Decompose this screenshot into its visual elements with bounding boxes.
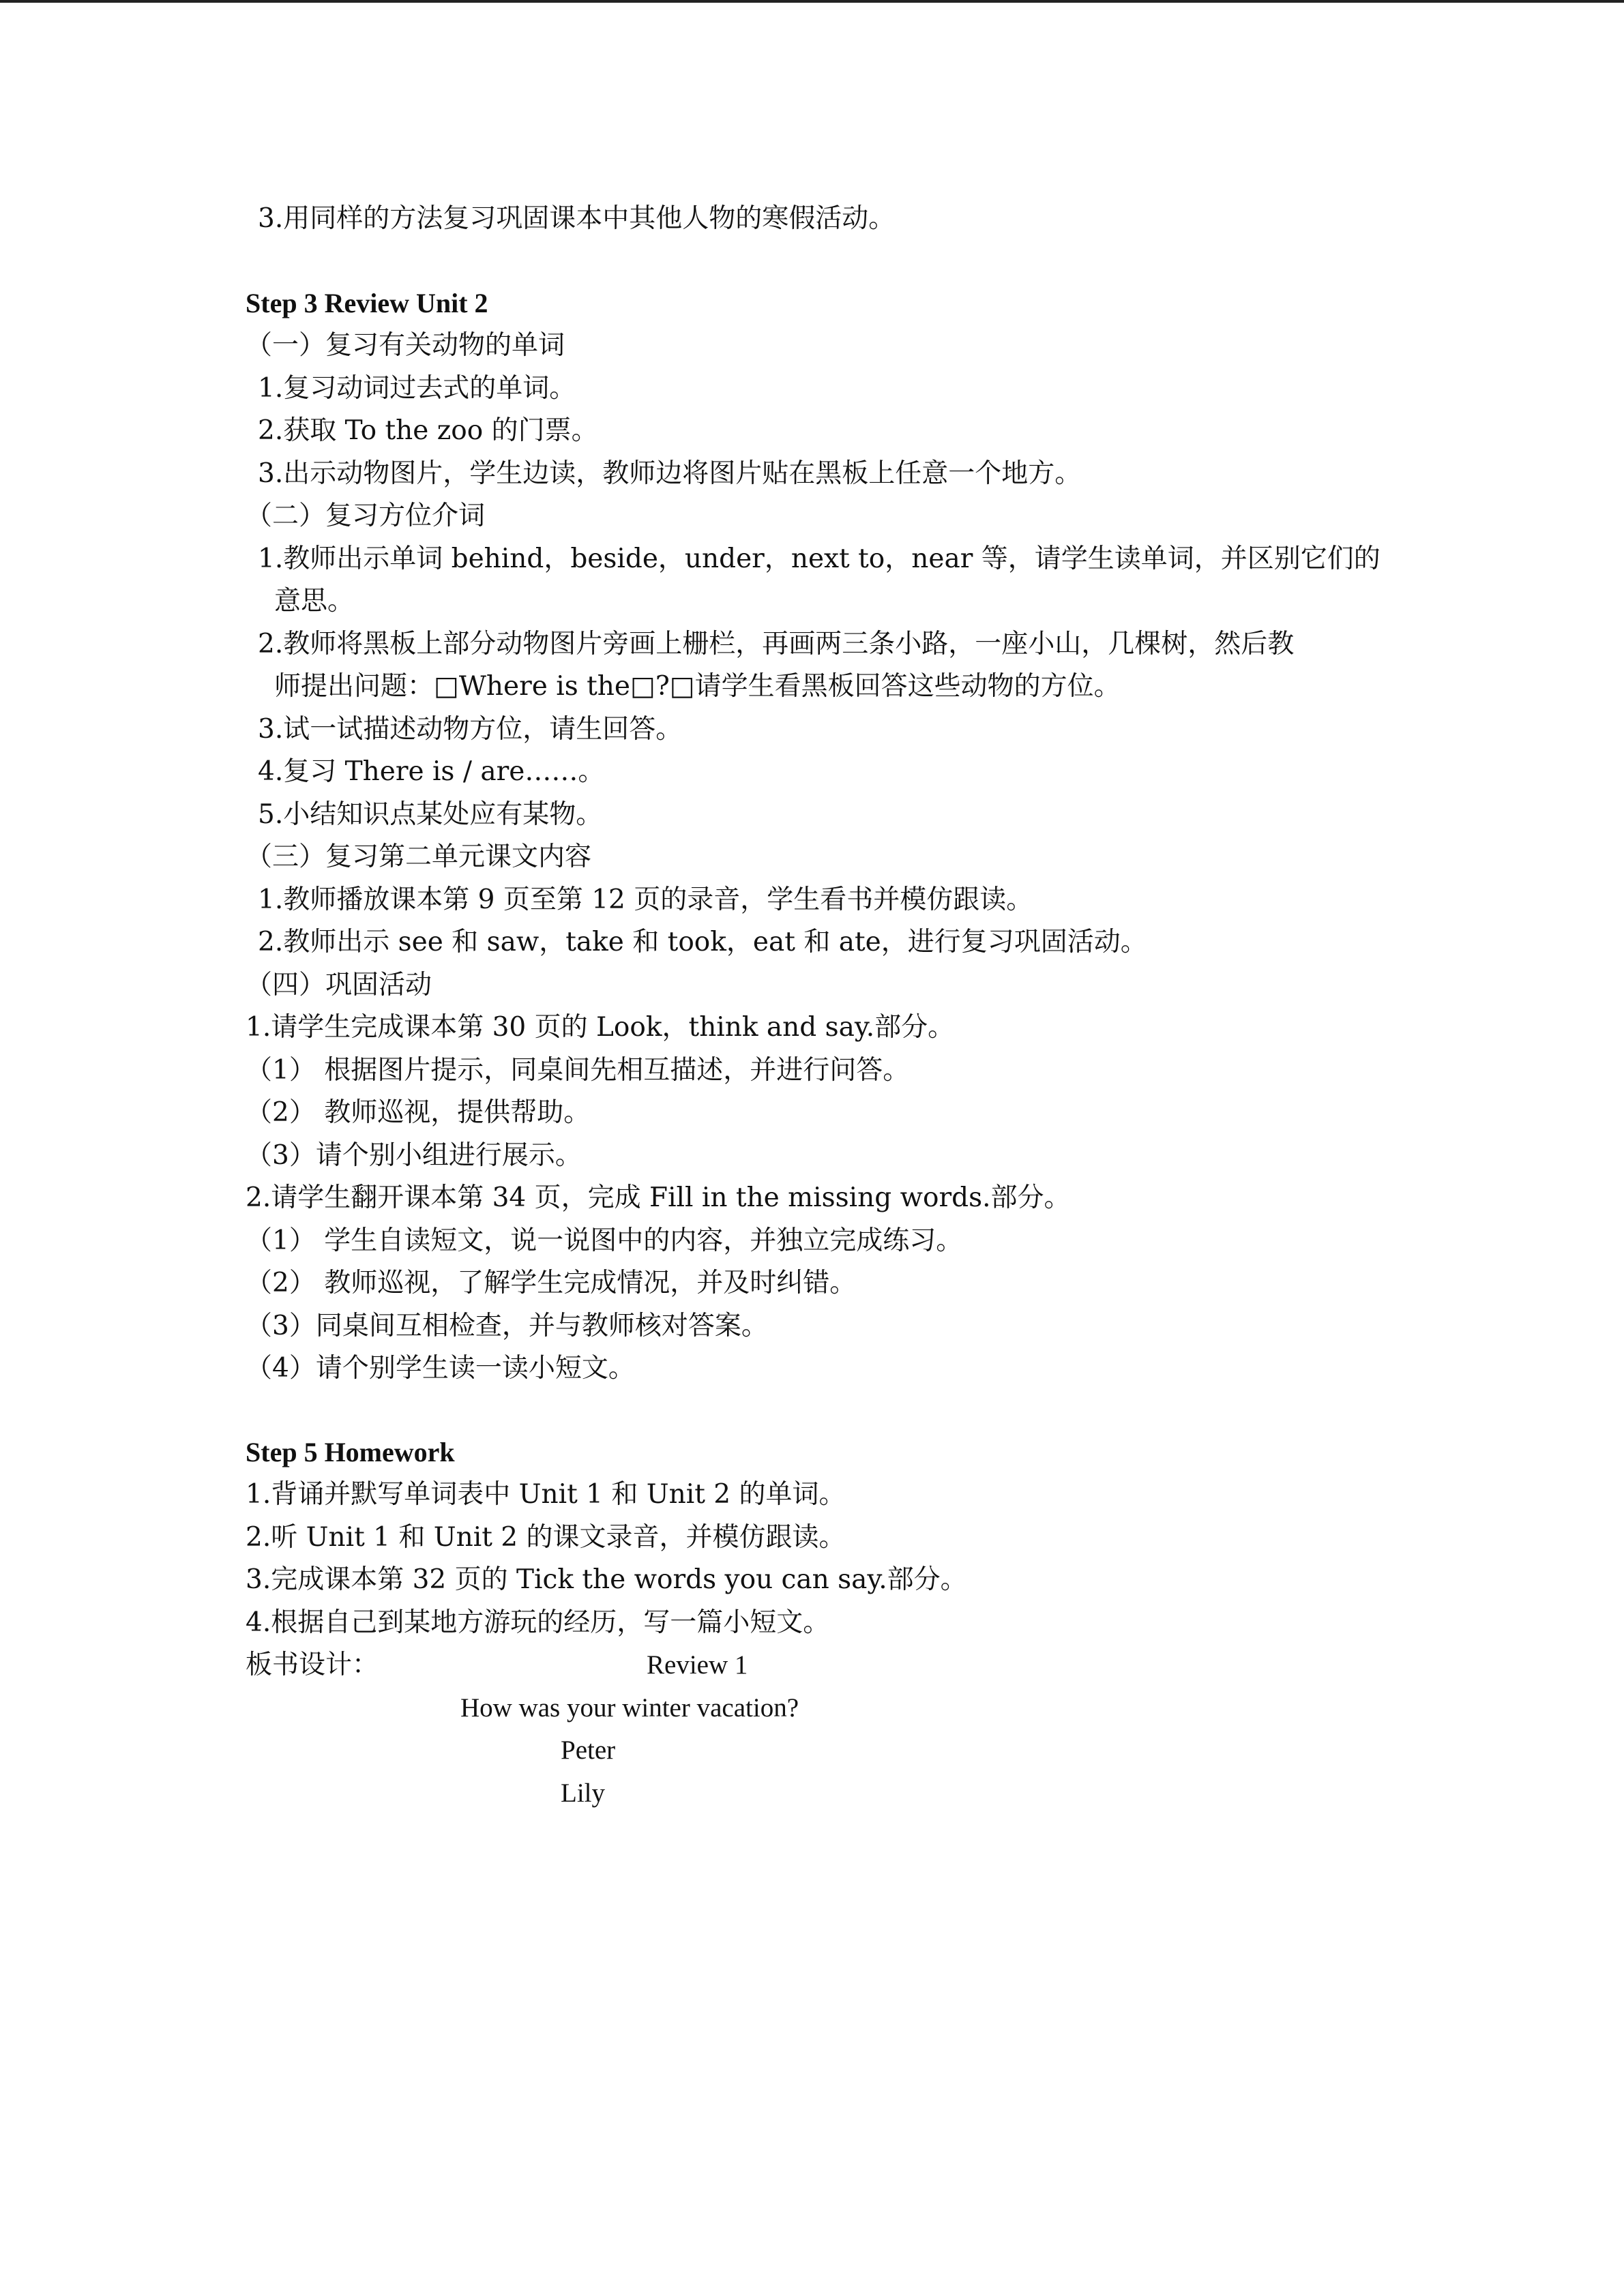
board-design-label: 板书设计： <box>246 1650 379 1680</box>
text-line: 3.试一试描述动物方位，请生回答。 <box>258 714 683 745</box>
text-line: 2.教师将黑板上部分动物图片旁画上栅栏，再画两三条小路，一座小山，几棵树，然后教 <box>258 629 1295 659</box>
text-line-continued: 师提出问题：□Where is the□?□请学生看黑板回答这些动物的方位。 <box>274 671 1121 702</box>
subsection-heading: （四）巩固活动 <box>246 970 432 1000</box>
section-heading-step3: Step 3 Review Unit 2 <box>246 288 488 318</box>
text-line: （2） 教师巡视，提供帮助。 <box>246 1097 591 1128</box>
subsection-heading: （三）复习第二单元课文内容 <box>246 841 592 872</box>
text-line: 2.教师出示 see 和 saw，take 和 took，eat 和 ate，进行复习巩固活动。 <box>258 927 1147 957</box>
text-line: （3）请个别小组进行展示。 <box>246 1140 582 1171</box>
text-line: 4.复习 There is / are……。 <box>258 756 605 787</box>
text-line: 2.请学生翻开课本第 34 页，完成 Fill in the missing words.部分。 <box>246 1182 1071 1213</box>
board-design-name: Peter <box>561 1735 616 1765</box>
text-line: 1.教师出示单词 behind，beside，under，next to，near 等，请学生读单词，并区别它们的 <box>258 543 1381 574</box>
text-line: （4）请个别学生读一读小短文。 <box>246 1353 635 1384</box>
section-heading-step5: Step 5 Homework <box>246 1437 455 1467</box>
text-line: 5.小结知识点某处应有某物。 <box>258 799 603 830</box>
board-design-question: How was your winter vacation? <box>460 1693 799 1723</box>
text-line: 3.用同样的方法复习巩固课本中其他人物的寒假活动。 <box>258 203 896 234</box>
text-line: 1.教师播放课本第 9 页至第 12 页的录音，学生看书并模仿跟读。 <box>258 884 1033 915</box>
text-line: 2.听 Unit 1 和 Unit 2 的课文录音，并模仿跟读。 <box>246 1522 846 1553</box>
text-line-continued: 意思。 <box>274 586 355 616</box>
subsection-heading: （二）复习方位介词 <box>246 501 486 531</box>
text-line: 3.出示动物图片，学生边读，教师边将图片贴在黑板上任意一个地方。 <box>258 458 1082 489</box>
text-line: 3.完成课本第 32 页的 Tick the words you can say.部分。 <box>246 1564 967 1595</box>
text-line: 1.请学生完成课本第 30 页的 Look，think and say.部分。 <box>246 1012 955 1043</box>
subsection-heading: （一）复习有关动物的单词 <box>246 330 565 361</box>
text-line: （3）同桌间互相检查，并与教师核对答案。 <box>246 1311 768 1341</box>
top-border-rule <box>0 0 1624 3</box>
board-design-name: Lily <box>561 1778 605 1808</box>
text-line: 2.获取 To the zoo 的门票。 <box>258 415 598 446</box>
text-line: （1） 根据图片提示，同桌间先相互描述，并进行问答。 <box>246 1055 910 1086</box>
text-line: 1.复习动词过去式的单词。 <box>258 373 576 404</box>
board-design-title: Review 1 <box>647 1650 748 1680</box>
text-line: 4.根据自己到某地方游玩的经历，写一篇小短文。 <box>246 1607 830 1638</box>
text-line: （2） 教师巡视，了解学生完成情况，并及时纠错。 <box>246 1268 857 1298</box>
text-line: （1） 学生自读短文，说一说图中的内容，并独立完成练习。 <box>246 1225 963 1256</box>
text-line: 1.背诵并默写单词表中 Unit 1 和 Unit 2 的单词。 <box>246 1479 846 1510</box>
